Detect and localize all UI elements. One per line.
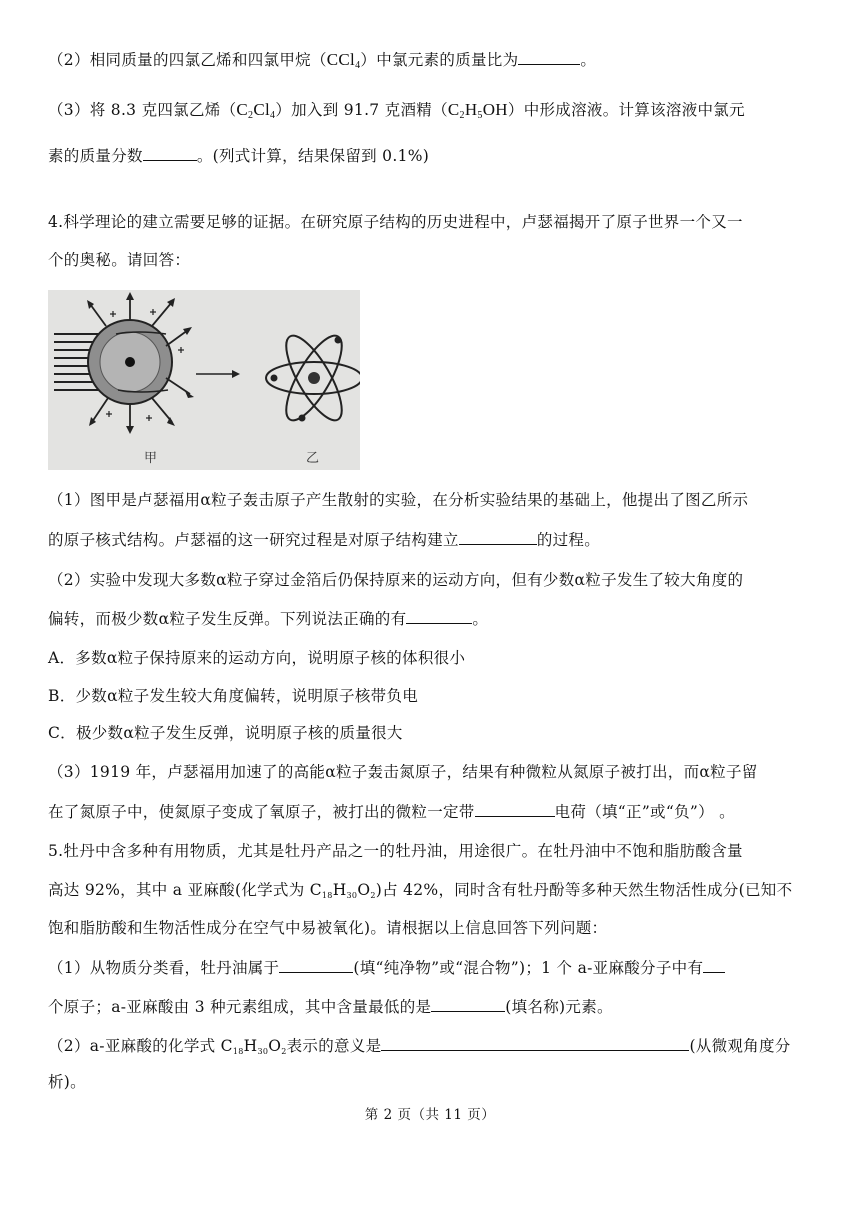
answer-blank[interactable] [518,50,580,65]
q5-part1-line1: （1）从物质分类看，牡丹油属于 (填“纯净物”或“混合物”)；1 个 a-亚麻酸分子中有 [48,958,725,978]
q4-intro-line2: 个的奥秘。请回答： [48,251,191,269]
q4-part1-line2: 的原子核式结构。卢瑟福的这一研究过程是对原子结构建立 的过程。 [48,531,601,549]
q4-part2-line1: （2）实验中发现大多数α粒子穿过金箔后仍保持原来的运动方向，但有少数α粒子发生了较大角度的 [48,571,744,589]
c2h5oh-formula: $C_2H_5OH$ [447,100,508,121]
answer-blank[interactable] [143,146,197,161]
q4-intro-line1: 4.科学理论的建立需要足够的证据。在研究原子结构的历史进程中，卢瑟福揭开了原子世界一个又一 [48,213,743,231]
q5-part2-line1: （2）a-亚麻酸的化学式 $C_{18}H_{30}O_2$表示的意义是 (从微观角度分 [48,1037,791,1056]
figure-label-right: 乙 [306,451,320,466]
c2cl4-formula: $C_2Cl_4$ [236,100,276,121]
q4-option-b: B．少数α粒子发生较大角度偏转，说明原子核带负电 [48,687,419,705]
q5-part1-line2: 个原子；a-亚麻酸由 3 种元素组成，其中含量最低的是 (填名称)元素。 [48,998,613,1016]
answer-blank[interactable] [475,802,555,817]
answer-blank[interactable] [406,609,472,624]
q5-intro-line1: 5.牡丹中含多种有用物质，尤其是牡丹产品之一的牡丹油，用途很广。在牡丹油中不饱和脂肪酸含量 [48,842,743,860]
q4-option-a: A．多数α粒子保持原来的运动方向，说明原子核的体积很小 [48,649,466,667]
answer-blank[interactable] [279,958,353,973]
q5-intro-line2: 高达 92%，其中 a 亚麻酸(化学式为 $C_{18}H_{30}O_2$)占 42%，同时含有牡丹酚等多种天然生物活性成分(已知不 [48,881,793,900]
figure-label-left: 甲 [144,451,158,466]
q4-part1-line1: （1）图甲是卢瑟福用α粒子轰击原子产生散射的实验，在分析实验结果的基础上，他提出了图乙所示 [48,491,749,509]
q3-part2-text-after: ）中氯元素的质量比为 [360,51,519,69]
q3-part3-line1: （3）将 8.3 克四氯乙烯$(C_2Cl_4)$加入到 91.7 克酒精$(C_2H_5OH)$中形成溶液。计算该溶液中氯元 [48,100,745,121]
ccl4-formula: CCl$_4$ [326,50,361,71]
q3-part2-text: （2）相同质量的四氯乙烯和四氯甲烷（ [48,51,327,69]
q3-part3-line2: 素的质量分数 。(列式计算，结果保留到 0.1%) [48,147,430,165]
answer-blank[interactable] [381,1036,689,1051]
q4-part3-line2: 在了氮原子中，使氮原子变成了氧原子，被打出的微粒一定带 电荷（填“正”或“负”） 。 [48,803,735,821]
q4-part2-line2: 偏转，而极少数α粒子发生反弹。下列说法正确的有 。 [48,610,489,628]
q4-option-c: C．极少数α粒子发生反弹，说明原子核的质量很大 [48,724,403,742]
rutherford-figure [48,290,360,470]
rutherford-scattering-diagram [48,290,360,470]
answer-blank[interactable] [703,958,725,973]
q5-intro-line3: 饱和脂肪酸和生物活性成分在空气中易被氧化)。请根据以上信息回答下列问题： [48,919,608,937]
page-footer: 第 2 页（共 11 页） [364,1107,496,1123]
answer-blank[interactable] [431,997,505,1012]
q5-part2-line2: 析)。 [48,1073,86,1091]
q4-part3-line1: （3）1919 年，卢瑟福用加速了的高能α粒子轰击氮原子，结果有种微粒从氮原子被打出，而α粒子留 [48,763,758,781]
q3-part2: （2）相同质量的四氯乙烯和四氯甲烷（CCl$_4$）中氯元素的质量比为 。 [48,50,597,71]
answer-blank[interactable] [459,530,537,545]
